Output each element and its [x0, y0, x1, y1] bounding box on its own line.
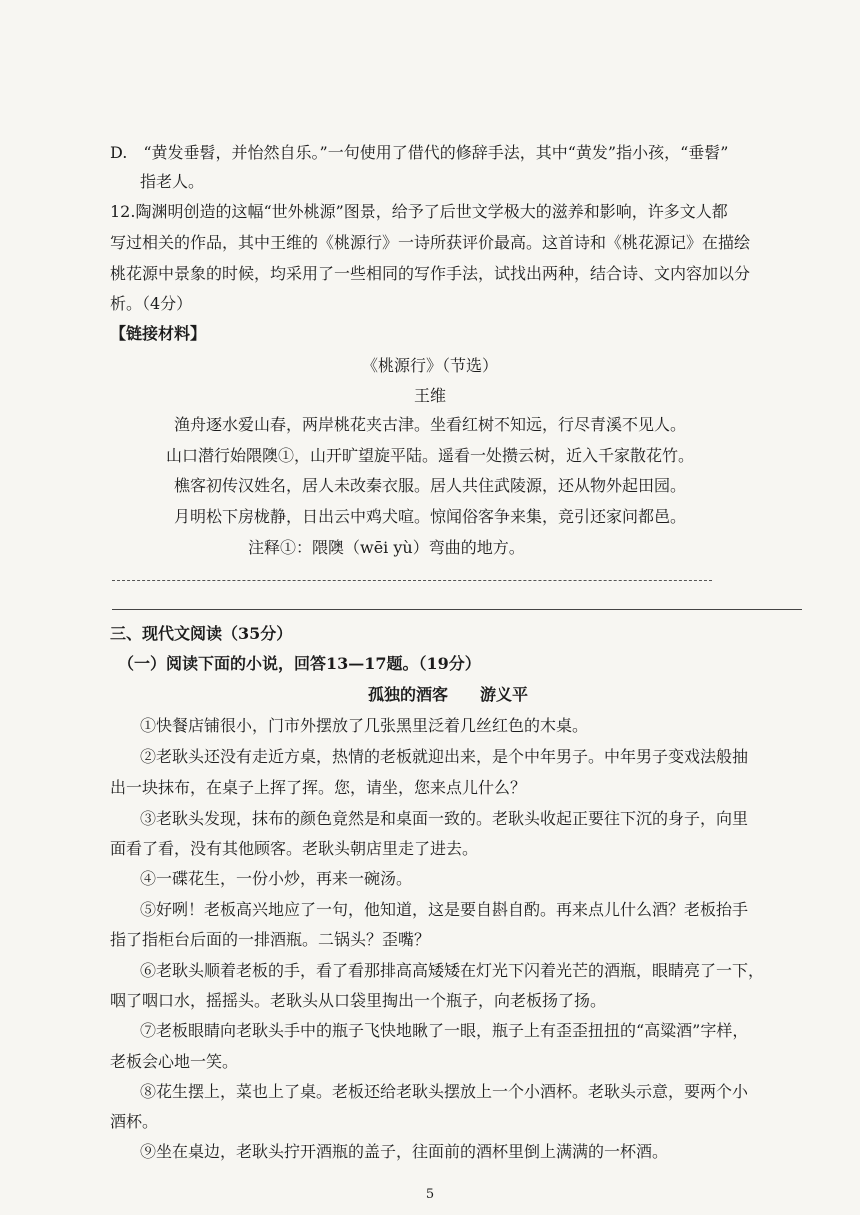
question-12-line4: 析。（4分） [110, 294, 193, 313]
section-3-heading: 三、现代文阅读（35分） [110, 624, 293, 643]
paragraph: ②老耿头还没有走近方桌，热情的老板就迎出来，是个中年男子。中年男子变戏法般抽 [140, 747, 749, 766]
section-3-subheading: （一）阅读下面的小说，回答13—17题。（19分） [118, 654, 481, 673]
paragraph: ③老耿头发现，抹布的颜色竟然是和桌面一致的。老耿头收起正要往下沉的身子，向里 [140, 809, 749, 828]
question-12-line2: 写过相关的作品，其中王维的《桃源行》一诗所获评价最高。这首诗和《桃花源记》在描绘 [110, 233, 751, 252]
paragraph: 出一块抹布，在桌子上挥了挥。您，请坐，您来点儿什么？ [110, 778, 527, 797]
poem-line: 樵客初传汉姓名，居人未改秦衣服。居人共住武陵源，还从物外起田园。 [173, 476, 686, 495]
paragraph: ⑨坐在桌边，老耿头拧开酒瓶的盖子，往面前的酒杯里倒上满满的一杯酒。 [140, 1142, 669, 1161]
question-12-line3: 桃花源中景象的时候，均采用了一些相同的写作手法，试找出两种，结合诗、文内容加以分 [110, 264, 751, 283]
link-material-heading: 【链接材料】 [110, 324, 207, 343]
answer-line [112, 580, 712, 581]
paragraph: 面看了看，没有其他顾客。老耿头朝店里走了进去。 [110, 839, 479, 858]
paragraph: 老板会心地一笑。 [110, 1052, 239, 1071]
story-title: 孤独的酒客 游义平 [368, 685, 529, 704]
page-number: 5 [425, 1187, 435, 1202]
paragraph: ⑥老耿头顺着老板的手，看了看那排高高矮矮在灯光下闪着光芒的酒瓶，眼睛亮了一下， [140, 961, 765, 980]
paragraph: 咽了咽口水，摇摇头。老耿头从口袋里掏出一个瓶子，向老板扬了扬。 [110, 991, 607, 1010]
poem-note: 注释①：隈隩（wēi yù）弯曲的地方。 [248, 538, 525, 557]
paragraph: ⑦老板眼睛向老耿头手中的瓶子飞快地瞅了一眼，瓶子上有歪歪扭扭的“高粱酒”字样， [140, 1021, 749, 1040]
paragraph: 酒杯。 [110, 1112, 159, 1131]
question-12-line1: 12.陶渊明创造的这幅“世外桃源”图景，给予了后世文学极大的滋养和影响，许多文人都 [110, 202, 728, 221]
paragraph: 指了指柜台后面的一排酒瓶。二锅头？歪嘴？ [110, 930, 431, 949]
paragraph: ④一碟花生，一份小炒，再来一碗汤。 [140, 869, 413, 888]
question-d-line1: D. “黄发垂髫，并怡然自乐。”一句使用了借代的修辞手法，其中“黄发”指小孩，“垂髫” [110, 143, 729, 162]
paragraph: ⑧花生摆上，菜也上了桌。老板还给老耿头摆放上一个小酒杯。老耿头示意，要两个小 [140, 1082, 749, 1101]
section-divider [112, 609, 802, 610]
paragraph: ⑤好咧！老板高兴地应了一句，他知道，这是要自斟自酌。再来点儿什么酒？老板抬手 [140, 900, 749, 919]
poem-line: 渔舟逐水爱山春，两岸桃花夹古津。坐看红树不知远，行尽青溪不见人。 [173, 415, 686, 434]
poem-line: 月明松下房栊静，日出云中鸡犬喧。惊闻俗客争来集，竞引还家问都邑。 [173, 507, 686, 526]
poem-line: 山口潜行始隈隩①，山开旷望旋平陆。遥看一处攒云树，近入千家散花竹。 [165, 446, 694, 465]
question-d-line2: 指老人。 [140, 172, 205, 191]
poem-author: 王维 [413, 386, 446, 405]
poem-title: 《桃源行》（节选） [361, 356, 498, 375]
paragraph: ①快餐店铺很小，门市外摆放了几张黑里泛着几丝红色的木桌。 [140, 716, 589, 735]
